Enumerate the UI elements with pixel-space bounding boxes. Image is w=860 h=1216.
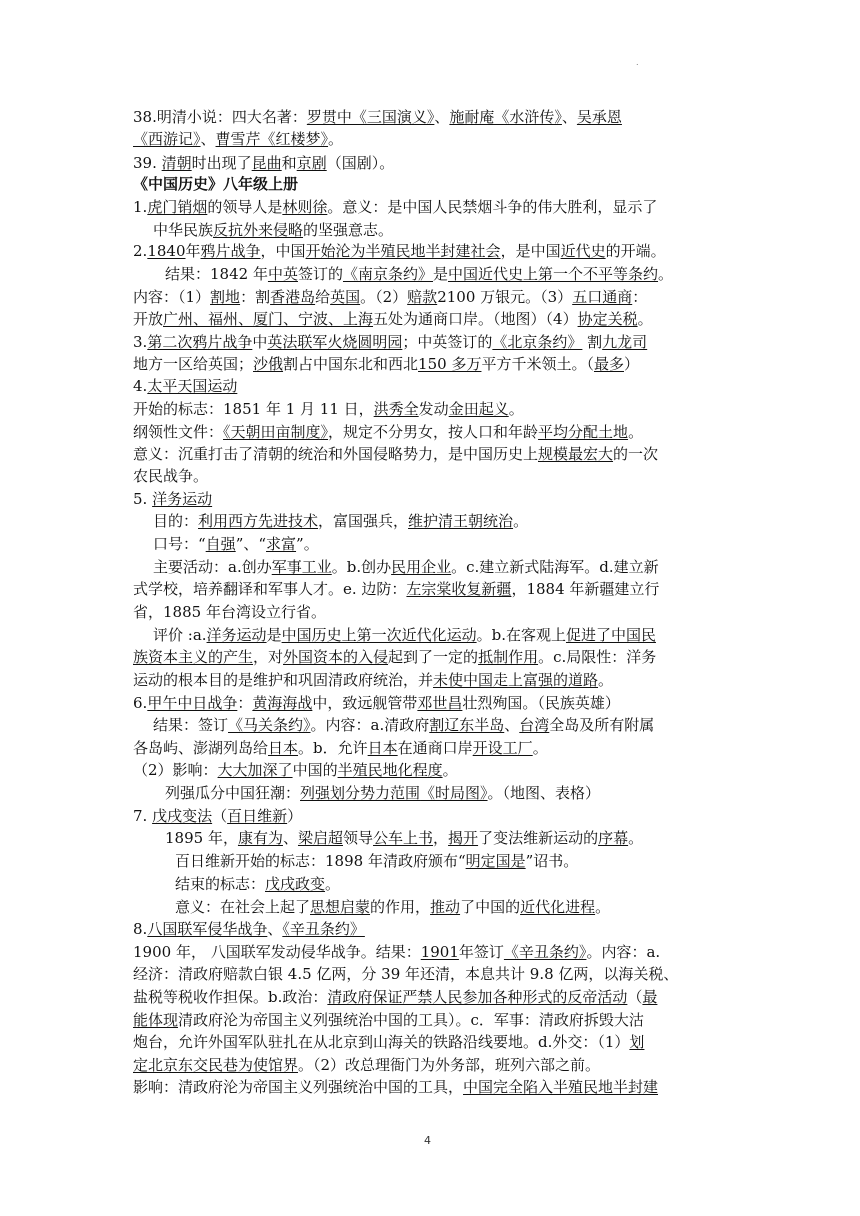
text-line	[133, 918, 732, 940]
key-term: 150 多万	[418, 355, 482, 373]
text-line	[133, 1076, 732, 1098]
text-run: ：	[632, 288, 648, 306]
key-term: 台湾	[519, 716, 550, 734]
text-run: 。	[513, 512, 529, 530]
key-term: 日本	[367, 739, 398, 757]
text-run: 运动的根本目的是维护和巩固清政府统治，并	[133, 671, 434, 689]
key-term: 曹雪芹《红楼梦》	[215, 130, 329, 148]
text-run: （	[627, 988, 643, 1006]
text-run: 。	[598, 671, 614, 689]
key-term: 五口通商	[572, 288, 633, 306]
text-line	[133, 353, 732, 375]
text-run: 。c.建立新式陆海军。d.建立新	[451, 558, 659, 576]
text-run: 、	[504, 716, 520, 734]
text-run: 各岛屿、澎湖列岛给	[133, 739, 269, 757]
key-term: 《北京条约》	[492, 333, 583, 351]
text-run: ，是中国	[500, 242, 561, 260]
text-run: 。b.创办	[331, 558, 392, 576]
key-term: 反抗外来侵略	[213, 221, 304, 239]
key-term: 《时局图》	[420, 784, 488, 802]
text-run: 。	[328, 130, 344, 148]
text-run: 列强瓜分中国狂潮：	[165, 784, 301, 802]
key-term: 划	[629, 1033, 645, 1051]
key-term: 百日维新	[227, 807, 288, 825]
key-term: 军事工业	[271, 558, 332, 576]
text-run: ，	[433, 829, 449, 847]
text-run: 影响：清政府沦为帝国主义列强统治中国的工具，	[133, 1078, 464, 1096]
text-run: 。	[628, 829, 644, 847]
key-term: 康有为	[237, 829, 283, 847]
section-heading	[133, 173, 732, 195]
key-term: 《天朝田亩制度》	[223, 423, 329, 441]
key-term: 开始沦为半殖民地半封建社会	[305, 242, 501, 260]
text-line	[133, 331, 732, 353]
key-term: 定北京东交民巷为使馆界	[133, 1056, 299, 1074]
text-run: 清政府沦为帝国主义列强统治中国的工具）。c．军事：清政府拆毁大沽	[178, 1011, 644, 1029]
text-line	[133, 692, 732, 714]
text-run: 开放	[133, 310, 164, 328]
text-line	[133, 646, 732, 668]
text-run: 5.	[133, 490, 153, 508]
text-run: 。	[532, 739, 548, 757]
key-term: 中国完全陷入半殖民地半封建	[463, 1078, 659, 1096]
key-term: 大大加深了	[217, 761, 293, 779]
text-run: ”。	[296, 535, 319, 553]
key-term: 协定关税	[577, 310, 638, 328]
key-term: 英国	[330, 288, 361, 306]
corner-mark: .	[636, 58, 639, 67]
text-line	[133, 1031, 732, 1053]
key-term: 自强	[205, 535, 236, 553]
text-line	[165, 782, 732, 804]
text-run: 的一次	[613, 445, 659, 463]
key-term: 民用企业	[391, 558, 452, 576]
key-term: 广州、福州、厦门、宁波、上海	[163, 310, 374, 328]
key-term: 京剧	[296, 154, 327, 172]
key-term: 未使中国走上富强的道路	[433, 671, 599, 689]
key-term: 割辽东半岛	[429, 716, 505, 734]
key-term: 虎门销烟	[147, 198, 208, 216]
text-run: 是	[266, 626, 282, 644]
key-term: 沙俄	[253, 355, 284, 373]
text-run: 。意义：是中国人民禁烟斗争的伟大胜利，显示了	[327, 198, 658, 216]
key-term: 清政府保证严禁人民参加各种形式的反帝活动	[327, 988, 628, 1006]
text-run: 8.	[133, 920, 148, 938]
key-term: 最	[642, 988, 658, 1006]
text-run: 意义：在社会上起了	[175, 898, 311, 916]
text-run: 给	[315, 288, 331, 306]
text-run: 和	[281, 154, 297, 172]
key-term: 洋务运动	[152, 490, 213, 508]
text-run: 了变法维新运动的	[478, 829, 599, 847]
key-term: 《马关条约》	[228, 716, 311, 734]
text-run: ：	[237, 694, 253, 712]
text-run: ）	[287, 807, 303, 825]
text-run: 。	[658, 265, 674, 283]
text-line	[133, 398, 732, 420]
key-term: 吴承恩	[576, 108, 622, 126]
key-term: 思想启蒙	[310, 898, 371, 916]
text-run: 农民战争。	[133, 467, 209, 485]
text-line	[133, 1054, 732, 1076]
text-run: 式学校，培养翻译和军事人才。e. 边防：	[133, 580, 407, 598]
key-term: 日本	[268, 739, 299, 757]
key-term: 《南京条约》	[342, 265, 433, 283]
key-term: 清朝	[161, 154, 192, 172]
key-term: 戊戌变法	[152, 807, 213, 825]
text-line	[153, 510, 732, 532]
key-term: 中国近代史上第一个不平等条约	[448, 265, 659, 283]
text-run: 、	[561, 108, 577, 126]
key-term: 中国历史上第一次近代化运动	[281, 626, 477, 644]
text-run: 盐税等税收作担保。b.政治：	[133, 988, 328, 1006]
text-line	[133, 601, 732, 623]
text-line	[133, 308, 732, 330]
text-run: （国剧）。	[326, 154, 395, 172]
text-run: 割占中国东北和西北	[283, 355, 419, 373]
key-term: 明定国是	[465, 852, 526, 870]
text-line	[175, 896, 732, 918]
text-run: 地方一区给英国；	[133, 355, 254, 373]
text-line	[133, 488, 732, 510]
key-term: 开设工厂	[472, 739, 533, 757]
text-run: 7.	[133, 807, 153, 825]
text-line	[133, 465, 732, 487]
text-run: 38.明清小说：四大名著：	[133, 108, 307, 126]
text-run: ，对	[253, 648, 284, 666]
key-term: 洪秀全	[373, 400, 419, 418]
key-term: 推动	[430, 898, 461, 916]
text-line	[133, 805, 732, 827]
text-line	[133, 578, 732, 600]
key-term: 揭开	[448, 829, 479, 847]
key-term: 梁启超	[297, 829, 343, 847]
text-run: ；中英签订的	[402, 333, 493, 351]
text-run: 。	[508, 400, 524, 418]
text-run: 壮烈殉国。（民族英雄）	[462, 694, 620, 712]
page-number: 4	[424, 1134, 431, 1147]
text-line	[165, 827, 732, 849]
text-run: ，富国强兵，	[318, 512, 409, 530]
text-run: 是	[433, 265, 449, 283]
text-run: 3.	[133, 333, 148, 351]
text-run: 1900 年， 八国联军发动侵华战争。结果：	[133, 943, 421, 961]
text-run: 的领导人是	[207, 198, 283, 216]
key-term: 近代史	[560, 242, 606, 260]
text-run: 39.	[133, 154, 162, 172]
text-run: 。内容：a.清政府	[310, 716, 430, 734]
text-run: 了中国的	[460, 898, 521, 916]
key-term: 《辛丑条约》	[282, 920, 365, 938]
text-run: 割	[582, 333, 603, 351]
text-line	[153, 533, 732, 555]
text-run: 发动	[418, 400, 449, 418]
text-run: 起到了一定的	[388, 648, 479, 666]
key-term: 族资本主义的产生	[133, 648, 254, 666]
text-run: 中国的	[292, 761, 338, 779]
text-run: ，中国	[260, 242, 306, 260]
text-line	[133, 128, 732, 150]
text-run: 结束的标志：	[175, 875, 266, 893]
text-run: 平方千米领土。（	[481, 355, 594, 373]
text-run: 。b．允许	[298, 739, 368, 757]
text-line	[133, 152, 732, 174]
text-run: 评价 :a.	[153, 626, 207, 644]
key-term: 鸦片战争	[200, 242, 261, 260]
text-run: 的作用，	[370, 898, 431, 916]
text-run: 百日维新开始的标志：1898 年清政府颁布“	[175, 852, 466, 870]
key-term: 半殖民地化程度	[337, 761, 443, 779]
text-run: 1895 年，	[165, 829, 238, 847]
text-run: 2100 万银元。（3）	[437, 288, 573, 306]
text-run: 。	[325, 875, 341, 893]
text-line	[133, 941, 732, 963]
text-run: ”、“	[235, 535, 267, 553]
key-term: 第二次鸦片战争	[147, 333, 253, 351]
key-term: 邓世昌	[417, 694, 463, 712]
text-run: 结果：签订	[153, 716, 229, 734]
text-run: ）	[623, 355, 639, 373]
text-run: 。	[628, 423, 644, 441]
key-term: 《辛丑条约》	[503, 943, 587, 961]
text-run: 开始的标志：1851 年 1 月 11 日，	[133, 400, 374, 418]
key-term: 香港岛	[270, 288, 316, 306]
text-run: 。	[442, 761, 458, 779]
text-run: （	[212, 807, 228, 825]
text-run: 《中国历史》八年级上册	[133, 175, 299, 193]
text-run: 中	[252, 333, 268, 351]
text-run: 结果：1842 年	[165, 265, 268, 283]
key-term: 近代化进程	[520, 898, 596, 916]
key-term: 左宗棠收复新疆	[406, 580, 512, 598]
key-term: 太平天国运动	[147, 377, 238, 395]
text-run: 在通商口岸	[397, 739, 473, 757]
text-run: ”诏书。	[525, 852, 579, 870]
text-line	[165, 263, 732, 285]
key-term: 1840	[147, 242, 186, 260]
text-line	[133, 240, 732, 262]
key-term: 促进了中国民	[565, 626, 656, 644]
text-run: 意义：沉重打击了清朝的统治和外国侵略势力，是中国历史上	[133, 445, 539, 463]
text-run: 4.	[133, 377, 148, 395]
text-line	[133, 986, 732, 1008]
text-line	[133, 1009, 732, 1031]
text-run: ，1884 年新疆建立行	[511, 580, 660, 598]
text-run: ，规定不分男女，按人口和年龄	[328, 423, 539, 441]
key-term: 黄海海战	[252, 694, 313, 712]
text-run: 炮台，允许外国军队驻扎在从北京到山海关的铁路沿线要地。d.外交：（1）	[133, 1033, 630, 1051]
text-run: 的开端。	[605, 242, 666, 260]
text-line	[133, 963, 732, 985]
key-term: 求富	[266, 535, 297, 553]
text-run: 五处为通商口岸。（地图）（4）	[373, 310, 578, 328]
text-run: 年	[185, 242, 201, 260]
key-term: 外国资本的入侵	[283, 648, 389, 666]
text-run: 签订的	[297, 265, 343, 283]
text-run: 、	[200, 130, 216, 148]
text-run: 。c.局限性：洋务	[538, 648, 657, 666]
text-line	[175, 850, 732, 872]
text-line	[133, 421, 732, 443]
key-term: 施耐庵《水浒传》	[449, 108, 562, 126]
text-line	[153, 219, 732, 241]
key-term: 中英	[267, 265, 298, 283]
text-run: 6.	[133, 694, 148, 712]
key-term: 《西游记》	[133, 130, 201, 148]
text-line	[153, 624, 732, 646]
text-run: 纲领性文件：	[133, 423, 224, 441]
text-line	[133, 669, 732, 691]
key-term: 戊戌政变	[265, 875, 326, 893]
text-run: 口号：“	[153, 535, 206, 553]
text-run: 时出现了	[191, 154, 252, 172]
key-term: 八国联军侵华战争	[147, 920, 268, 938]
text-line	[133, 443, 732, 465]
key-term: 能体现	[133, 1011, 179, 1029]
key-term: 规模最宏大	[538, 445, 614, 463]
key-term: 公车上书	[373, 829, 434, 847]
key-term: 割地	[210, 288, 241, 306]
key-term: 金田起义	[448, 400, 509, 418]
text-line	[133, 375, 732, 397]
text-line	[133, 196, 732, 218]
text-run: 、	[282, 829, 298, 847]
text-line	[175, 873, 732, 895]
text-line	[133, 759, 732, 781]
text-run: 。（地图、表格）	[487, 784, 601, 802]
text-run: 、	[434, 108, 450, 126]
text-run: 中华民族	[153, 221, 214, 239]
key-term: 九龙司	[602, 333, 648, 351]
text-run: 。	[595, 898, 611, 916]
text-line	[153, 556, 732, 578]
text-run: 领导	[343, 829, 374, 847]
text-run: 。内容：a.	[586, 943, 661, 961]
text-run: 中，致远舰管带	[312, 694, 418, 712]
key-term: 列强划分势力范围	[300, 784, 421, 802]
text-run: 年签订	[458, 943, 504, 961]
key-term: 序幕	[598, 829, 629, 847]
text-line	[133, 737, 732, 759]
key-term: 林则徐	[282, 198, 328, 216]
key-term: 甲午中日战争	[147, 694, 238, 712]
key-term: 罗贯中《三国演义》	[306, 108, 435, 126]
key-term: 抵制作用	[478, 648, 539, 666]
text-run: 。（2）改总理衙门为外务部，班列六部之前。	[298, 1056, 601, 1074]
key-term: 赔款	[407, 288, 438, 306]
text-run: 的坚强意志。	[303, 221, 394, 239]
text-run: 省，1885 年台湾设立行省。	[133, 603, 326, 621]
text-run: ：割	[240, 288, 271, 306]
text-line	[133, 286, 732, 308]
text-run: 1.	[133, 198, 148, 216]
key-term: 平均分配土地	[538, 423, 629, 441]
key-term: 1901	[420, 943, 459, 961]
text-run: 。	[637, 310, 653, 328]
key-term: 昆曲	[251, 154, 282, 172]
text-run: （2）影响：	[133, 761, 218, 779]
text-run: 全岛及所有附属	[549, 716, 655, 734]
key-term: 最多	[593, 355, 624, 373]
key-term: 利用西方先进技术	[198, 512, 319, 530]
key-term: 维护清王朝统治	[408, 512, 514, 530]
text-run: 2.	[133, 242, 148, 260]
text-run: 主要活动：a.创办	[153, 558, 272, 576]
text-run: 内容：（1）	[133, 288, 211, 306]
text-line	[133, 106, 732, 128]
text-run: 。（2）	[360, 288, 408, 306]
text-run: 。b.在客观上	[476, 626, 566, 644]
key-term: 洋务运动	[206, 626, 267, 644]
text-run: 、	[267, 920, 283, 938]
text-run: 目的：	[153, 512, 199, 530]
key-term: 英法联军火烧圆明园	[267, 333, 403, 351]
text-run: 经济：清政府赔款白银 4.5 亿两，分 39 年还清，本息共计 9.8 亿两，以海关税、	[133, 965, 679, 983]
text-line	[153, 714, 732, 736]
